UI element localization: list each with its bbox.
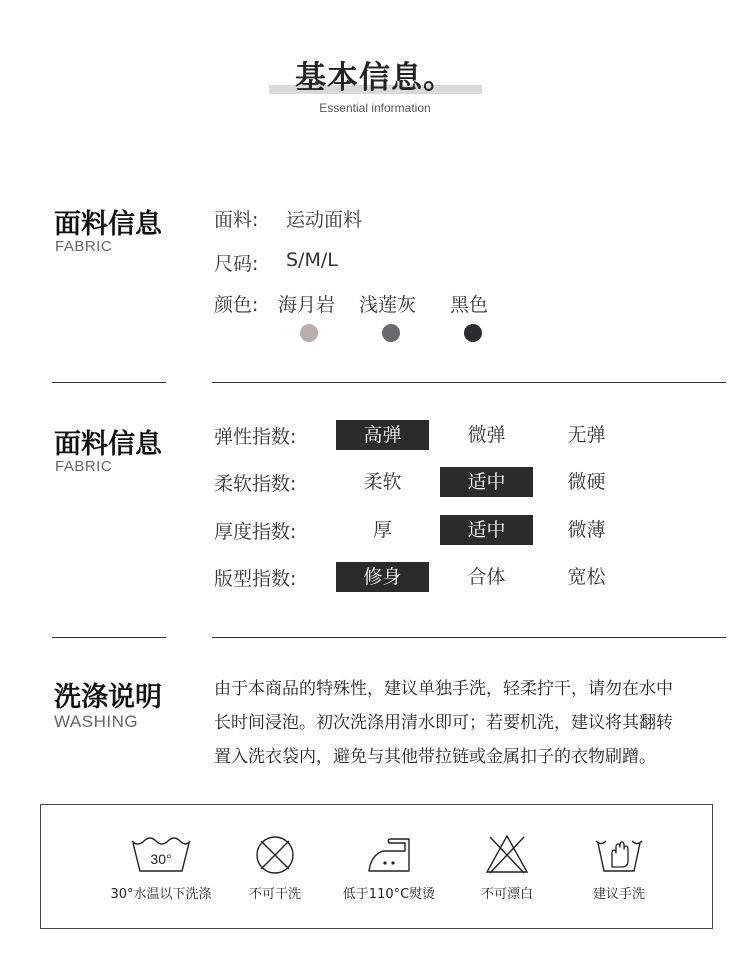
care-label-bleach: 不可漂白 — [480, 887, 533, 902]
washing-line: 置入洗衣袋内，避免与其他带拉链或金属扣子的衣物刷蹭。 — [214, 747, 656, 767]
care-item-dry-clean — [237, 835, 313, 902]
color-name-1: 海月岩 — [278, 294, 336, 316]
index-option-selected[interactable]: 高弹 — [336, 420, 429, 450]
divider-long — [212, 637, 726, 638]
fabric-heading: 面料信息 — [54, 209, 162, 240]
index-label: 版型指数: — [214, 568, 297, 590]
no-dry-clean-icon — [237, 835, 313, 875]
washing-heading-en: WASHING — [54, 712, 139, 731]
care-label-dry-clean: 不可干洗 — [248, 887, 301, 902]
index-label: 柔软指数: — [214, 473, 297, 495]
washing-heading: 洗涤说明 — [54, 682, 162, 713]
material-label: 面料: — [214, 209, 259, 231]
index-option[interactable]: 合体 — [467, 566, 506, 588]
material-value: 运动面料 — [286, 209, 363, 231]
color-swatch-2[interactable] — [382, 324, 400, 342]
indices-heading: 面料信息 — [54, 429, 162, 460]
wash-30-icon — [109, 835, 213, 875]
index-option[interactable]: 无弹 — [567, 424, 606, 446]
index-option[interactable]: 微薄 — [567, 519, 606, 541]
care-label-iron: 低于110°C熨烫 — [342, 887, 436, 902]
divider-short — [52, 382, 166, 383]
color-label: 颜色: — [214, 294, 259, 316]
divider-short — [52, 637, 166, 638]
index-label: 厚度指数: — [214, 521, 297, 543]
size-label: 尺码: — [214, 253, 259, 275]
page-title: 基本信息。 — [295, 60, 455, 96]
index-option[interactable]: 柔软 — [363, 471, 402, 493]
indices-heading-en: FABRIC — [55, 458, 113, 475]
care-item-iron — [337, 835, 441, 902]
color-swatch-3[interactable] — [464, 324, 482, 342]
iron-low-icon — [337, 835, 441, 875]
hand-wash-icon — [581, 835, 657, 875]
care-label-hand-wash: 建议手洗 — [592, 887, 645, 902]
care-item-wash — [109, 835, 213, 902]
index-option-selected[interactable]: 修身 — [336, 562, 429, 592]
index-option[interactable]: 微硬 — [567, 471, 606, 493]
color-name-2: 浅莲灰 — [359, 294, 417, 316]
index-label: 弹性指数: — [214, 426, 297, 448]
washing-instructions — [214, 672, 714, 774]
washing-line: 由于本商品的特殊性，建议单独手洗，轻柔拧干，请勿在水中 — [214, 679, 673, 699]
care-item-hand-wash — [581, 835, 657, 902]
index-option[interactable]: 宽松 — [567, 566, 606, 588]
washing-line: 长时间浸泡。初次洗涤用清水即可；若要机洗，建议将其翻转 — [214, 713, 673, 733]
care-label-wash: 30°水温以下洗涤 — [110, 887, 212, 902]
divider-long — [212, 382, 726, 383]
color-swatch-1[interactable] — [300, 324, 318, 342]
page-subtitle: Essential information — [319, 101, 431, 115]
index-option-selected[interactable]: 适中 — [440, 467, 533, 497]
care-item-bleach — [469, 833, 545, 902]
index-option[interactable]: 微弹 — [467, 424, 506, 446]
care-symbols-panel — [40, 804, 713, 929]
no-bleach-icon — [469, 833, 545, 875]
index-option[interactable]: 厚 — [372, 519, 392, 541]
color-name-3: 黑色 — [450, 294, 489, 316]
fabric-heading-en: FABRIC — [55, 238, 113, 255]
index-option-selected[interactable]: 适中 — [440, 515, 533, 545]
svg-text:30°: 30° — [150, 851, 172, 867]
size-value: S/M/L — [286, 249, 338, 271]
